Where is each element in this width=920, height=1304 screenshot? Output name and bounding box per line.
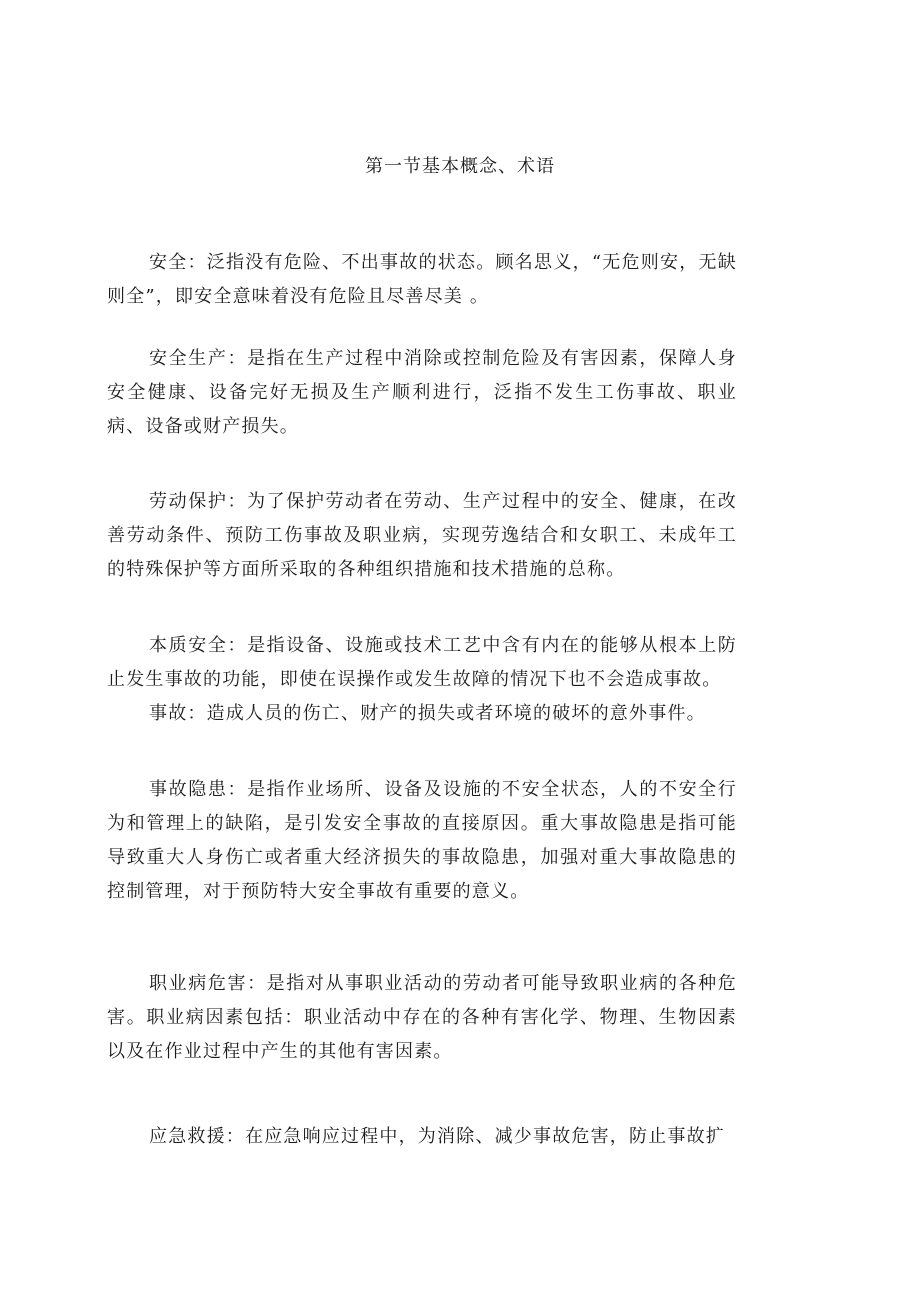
paragraph-safe-production: 安全生产：是指在生产过程中消除或控制危险及有害因素，保障人身安全健康、设备完好无损及生产顺利进行，泛指不发生工伤事故、职业病、设备或财产损失。 — [107, 348, 737, 437]
paragraph-emergency-rescue: 应急救援：在应急响应过程中，为消除、减少事故危害，防止事故扩 — [149, 1126, 725, 1147]
paragraph-accident-hazard: 事故隐患：是指作业场所、设备及设施的不安全状态，人的不安全行为和管理上的缺陷，是引发安全事故的直接原因。重大事故隐患是指可能导致重大人身伤亡或者重大经济损失的事故隐患，加强对重大事故隐患的控制管理，对于预防特大安全事故有重要的意义。 — [107, 779, 737, 902]
paragraph-accident: 事故：造成人员的伤亡、财产的损失或者环境的破坏的意外事件。 — [149, 703, 706, 724]
paragraph-intrinsic-safety: 本质安全：是指设备、设施或技术工艺中含有内在的能够从根本上防止发生事故的功能，即使在误操作或发生故障的情况下也不会造成事故。 — [107, 635, 737, 690]
paragraph-safety: 安全：泛指没有危险、不出事故的状态。顾名思义，“无危则安，无缺则全”，即安全意味着没有危险且尽善尽美 。 — [107, 252, 737, 307]
paragraph-labor-protection: 劳动保护：为了保护劳动者在劳动、生产过程中的安全、健康，在改善劳动条件、预防工伤事故及职业病，实现劳逸结合和女职工、未成年工的特殊保护等方面所采取的各种组织措施和技术措施的总称。 — [107, 491, 737, 580]
paragraph-occupational-hazard: 职业病危害：是指对从事职业活动的劳动者可能导致职业病的各种危害。职业病因素包括：职业活动中存在的各种有害化学、物理、生物因素以及在作业过程中产生的其他有害因素。 — [107, 973, 737, 1062]
section-title: 第一节基本概念、术语 — [365, 156, 555, 177]
